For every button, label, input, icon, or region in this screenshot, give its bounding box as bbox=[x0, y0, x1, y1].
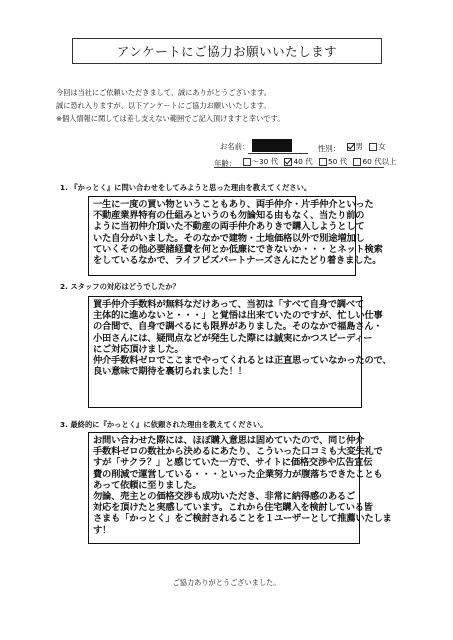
answer-line: 良い意味で期待を裏切られました！！ bbox=[93, 366, 247, 377]
answer-line: お問い合わせた際には、ほぼ購入意思は固めていたので、同じ仲介 bbox=[93, 435, 365, 445]
age-underline bbox=[214, 167, 384, 168]
answer-line: す！ bbox=[93, 524, 112, 535]
gender-option-female[interactable] bbox=[369, 142, 385, 152]
question-2: 2. スタッフの対応はどうでしたか？ bbox=[60, 282, 180, 291]
intro-line: 今回は当社にご依頼いただきまして、誠にありがとうございます。 bbox=[56, 88, 271, 97]
name-underline bbox=[248, 153, 308, 154]
answer-line: をしているなかで、ライフビズパートナーズさんにたどり着きました。 bbox=[93, 255, 382, 266]
answer-line: さまも「かっとく」をご検討されることを１ユーザーとして推薦いたしま bbox=[93, 513, 392, 524]
footer-thanks: ご協力ありがとうございました。 bbox=[172, 578, 281, 587]
gender-option-label: 男 bbox=[355, 142, 363, 151]
age-label: 年齢： bbox=[214, 159, 237, 168]
answer-line: 買手仲介手数料が無料なだけあって、当初は「すべて自身で調べて bbox=[93, 299, 364, 309]
question-1: 1. 『かっとく』に問い合わせをしてみようと思った理由を教えてください。 bbox=[60, 183, 312, 192]
gender-option-male[interactable] bbox=[347, 142, 363, 152]
age-option-60s-plus[interactable] bbox=[353, 157, 396, 167]
answer-box-1 bbox=[88, 196, 383, 276]
checkbox-female[interactable] bbox=[369, 143, 377, 151]
age-option-label: 40 代 bbox=[293, 157, 313, 166]
answer-line: 小田さんには、疑問点などが発生した際には誠実にかつスピーディー bbox=[93, 332, 373, 343]
answer-line: 費の削減で運営している・・・といった企業努力が腹落ちできたことも bbox=[93, 468, 383, 479]
age-option-40s[interactable] bbox=[284, 157, 312, 167]
checkbox-age[interactable] bbox=[243, 158, 251, 166]
age-option-50s[interactable] bbox=[319, 157, 347, 167]
gender-label: 性別： bbox=[318, 144, 341, 153]
answer-line: 一生に一度の買い物ということもあり、両手仲介・片手仲介といった bbox=[93, 199, 374, 209]
answer-line: いた自分がいました。そのなかで建物・土地価格以外で別途増加し bbox=[93, 232, 365, 243]
survey-title: アンケートにご協力お願いいたします bbox=[72, 38, 382, 64]
answer-box-2 bbox=[88, 296, 392, 408]
answer-line: 勿論、売主との価格交渉も成功いただき、非常に納得感のあるご bbox=[93, 491, 355, 502]
checkbox-age[interactable] bbox=[319, 158, 327, 166]
checkbox-age[interactable] bbox=[284, 158, 292, 166]
answer-line: あって依頼に至りました。 bbox=[93, 479, 202, 490]
gender-field bbox=[318, 142, 386, 154]
age-option-label: 〜30 代 bbox=[251, 157, 279, 166]
answer-line: ていくその他必要諸経費を何とか低廉にできないか・・・とネット検索 bbox=[93, 243, 383, 254]
checkbox-male[interactable] bbox=[347, 143, 355, 151]
intro-line: ※個人情報に関しては差し支えない範囲でご記入頂けますと幸いです。 bbox=[56, 114, 285, 123]
answer-box-3 bbox=[88, 432, 392, 544]
answer-line: 仲介手数料ゼロでここまでやってくれるとは正直思っていなかったので、 bbox=[93, 355, 392, 366]
gender-option-label: 女 bbox=[378, 142, 386, 151]
answer-line: ように当初仲介頂いた不動産の両手仲介ありきで購入しようとして bbox=[93, 221, 365, 232]
age-option-label: 60 代以上 bbox=[362, 157, 397, 166]
name-label: お名前： bbox=[220, 142, 250, 151]
question-3: 3. 最終的に『かっとく』に依頼された理由を教えてください。 bbox=[60, 420, 268, 429]
answer-line: 主体的に進めないと・・・」と覚悟は出来ていたのですが、忙しい仕事 bbox=[93, 310, 383, 321]
answer-line: 対応を頂けたと実感しています。これから住宅購入を検討している皆 bbox=[93, 502, 373, 513]
age-option-label: 50 代 bbox=[327, 157, 348, 166]
answer-line: 手数料ゼロの数社から決めるにあたり、こういった口コミも大変失礼で bbox=[93, 446, 383, 457]
intro-line: 誠に恐れ入りますが、以下アンケートにご協力お願いいたします。 bbox=[56, 101, 271, 110]
intro-text bbox=[56, 86, 436, 125]
answer-line: の合間で、自身で調べるにも限界がありました。そのなかで福島さん・ bbox=[93, 321, 383, 332]
answer-line: 不動産業界特有の仕組みというのも勿論知る由もなく、当たり前の bbox=[93, 210, 365, 221]
checkbox-age[interactable] bbox=[353, 158, 361, 166]
answer-line: にご対応頂けました。 bbox=[93, 343, 184, 354]
redacted-name bbox=[252, 139, 292, 152]
age-option-under30[interactable] bbox=[243, 157, 279, 167]
answer-line: すが「サクラ？」と感じていた一方で、サイトに価格交渉や広告宣伝 bbox=[93, 457, 373, 468]
